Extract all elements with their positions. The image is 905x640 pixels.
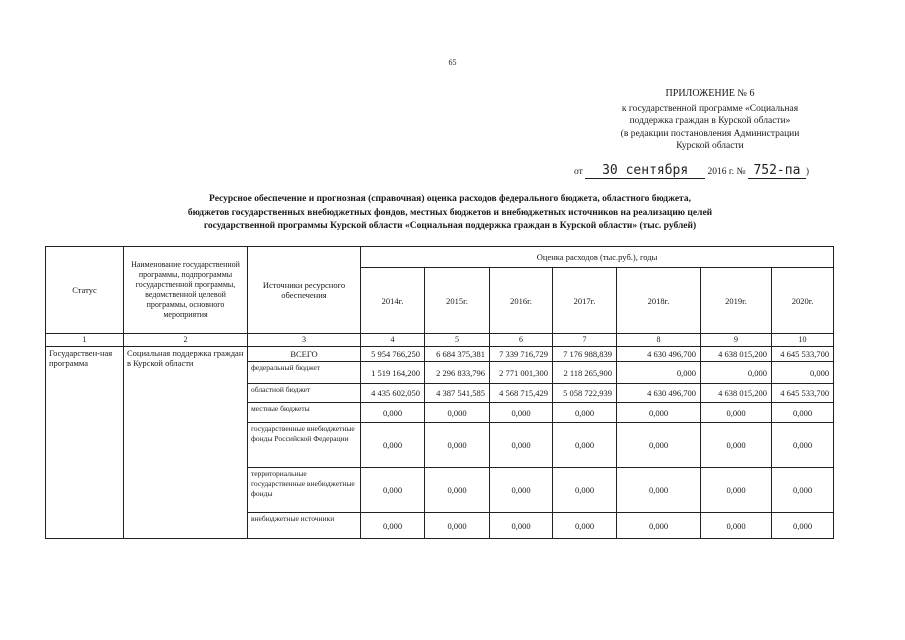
column-number: 10 (772, 334, 834, 347)
value-cell: 0,000 (617, 362, 701, 384)
source-cell: внебюджетные источники (248, 513, 361, 539)
value-cell: 4 568 715,429 (490, 384, 553, 403)
header-year: 2016г. (490, 268, 553, 334)
value-cell: 5 058 722,939 (553, 384, 617, 403)
column-number-row (46, 334, 834, 347)
value-cell: 0,000 (361, 468, 425, 513)
value-cell: 0,000 (425, 513, 490, 539)
appendix-line: поддержка граждан в Курской области» (629, 116, 791, 126)
column-number: 4 (361, 334, 425, 347)
source-cell: территориальные государственные внебюджетные фонды (248, 468, 361, 513)
program-name-cell: Социальная поддержка граждан в Курской области (124, 347, 248, 539)
date-prefix: от (574, 167, 583, 177)
header-name: Наименование государственной программы, подпрограммы государственной программы, ведомственной целевой программы, основного мероприятия (124, 247, 248, 334)
header-year: 2017г. (553, 268, 617, 334)
appendix-line: Курской области (676, 141, 744, 151)
value-cell: 5 954 766,250 (361, 347, 425, 362)
value-cell: 0,000 (701, 513, 772, 539)
value-cell: 0,000 (361, 423, 425, 468)
column-number: 3 (248, 334, 361, 347)
header-source: Источники ресурсного обеспечения (248, 247, 361, 334)
value-cell: 2 296 833,796 (425, 362, 490, 384)
value-cell: 2 118 265,900 (553, 362, 617, 384)
value-cell: 4 630 496,700 (617, 384, 701, 403)
header-year: 2014г. (361, 268, 425, 334)
value-cell: 4 645 533,700 (772, 384, 834, 403)
source-cell: местные бюджеты (248, 403, 361, 423)
status-cell: Государствен-ная программа (46, 347, 124, 539)
closing-paren: ) (805, 167, 810, 177)
date-underline (585, 163, 705, 179)
value-cell: 0,000 (553, 513, 617, 539)
value-cell: 4 638 015,200 (701, 384, 772, 403)
value-cell: 0,000 (772, 362, 834, 384)
value-cell: 4 435 602,050 (361, 384, 425, 403)
header-year: 2019г. (701, 268, 772, 334)
value-cell: 7 176 988,839 (553, 347, 617, 362)
column-number: 6 (490, 334, 553, 347)
value-cell: 0,000 (553, 403, 617, 423)
value-cell: 0,000 (617, 403, 701, 423)
source-cell: областной бюджет (248, 384, 361, 403)
title-line: бюджетов государственных внебюджетных фондов, местных бюджетов и внебюджетных источников на реализацию целей (187, 207, 713, 218)
value-cell: 4 638 015,200 (701, 347, 772, 362)
value-cell: 0,000 (617, 468, 701, 513)
value-cell: 0,000 (490, 513, 553, 539)
column-number: 5 (425, 334, 490, 347)
value-cell: 0,000 (553, 423, 617, 468)
column-number: 9 (701, 334, 772, 347)
value-cell: 4 630 496,700 (617, 347, 701, 362)
value-cell: 0,000 (617, 513, 701, 539)
value-cell: 0,000 (772, 423, 834, 468)
source-cell: федеральный бюджет (248, 362, 361, 384)
value-cell: 0,000 (772, 513, 834, 539)
value-cell: 4 387 541,585 (425, 384, 490, 403)
value-cell: 0,000 (425, 403, 490, 423)
value-cell: 7 339 716,729 (490, 347, 553, 362)
header-year: 2018г. (617, 268, 701, 334)
decree-date-line (574, 163, 809, 179)
value-cell: 0,000 (490, 468, 553, 513)
page-number: 65 (448, 58, 457, 67)
value-cell: 0,000 (553, 468, 617, 513)
value-cell: 0,000 (772, 403, 834, 423)
handwritten-date: 30 сентября (602, 163, 689, 178)
value-cell: 0,000 (490, 403, 553, 423)
title-line: Ресурсное обеспечение и прогнозная (справочная) оценка расходов федерального бюджета, областного бюджета, (209, 194, 691, 204)
year-text: 2016 г. № (707, 167, 746, 177)
value-cell: 0,000 (361, 513, 425, 539)
header-year: 2015г. (425, 268, 490, 334)
value-cell: 0,000 (701, 423, 772, 468)
header-status: Статус (46, 247, 124, 334)
number-underline (748, 163, 806, 179)
column-number: 1 (46, 334, 124, 347)
value-cell: 6 684 375,381 (425, 347, 490, 362)
value-cell: 4 645 533,700 (772, 347, 834, 362)
appendix-line: (в редакции постановления Администрации (620, 128, 800, 139)
column-number: 2 (124, 334, 248, 347)
value-cell: 0,000 (701, 362, 772, 384)
handwritten-number: 752-па (753, 163, 801, 178)
value-cell: 0,000 (701, 403, 772, 423)
header-estimate: Оценка расходов (тыс.руб.), годы (361, 247, 834, 268)
value-cell: 1 519 164,200 (361, 362, 425, 384)
document-title (100, 193, 800, 234)
value-cell: 0,000 (425, 468, 490, 513)
appendix-block (560, 88, 860, 153)
value-cell: 0,000 (772, 468, 834, 513)
table-row (46, 347, 834, 362)
header-year: 2020г. (772, 268, 834, 334)
resource-table (45, 246, 834, 539)
source-cell: государственные внебюджетные фонды Российской Федерации (248, 423, 361, 468)
appendix-title: ПРИЛОЖЕНИЕ № 6 (665, 88, 755, 99)
appendix-line: к государственной программе «Социальная (621, 103, 799, 114)
value-cell: 0,000 (617, 423, 701, 468)
value-cell: 0,000 (425, 423, 490, 468)
column-number: 8 (617, 334, 701, 347)
value-cell: 0,000 (701, 468, 772, 513)
source-cell: ВСЕГО (248, 347, 361, 362)
value-cell: 2 771 001,300 (490, 362, 553, 384)
column-number: 7 (553, 334, 617, 347)
value-cell: 0,000 (361, 403, 425, 423)
value-cell: 0,000 (490, 423, 553, 468)
title-line: государственной программы Курской области «Социальная поддержка граждан в Курской области» (тыс. рублей) (203, 221, 697, 231)
